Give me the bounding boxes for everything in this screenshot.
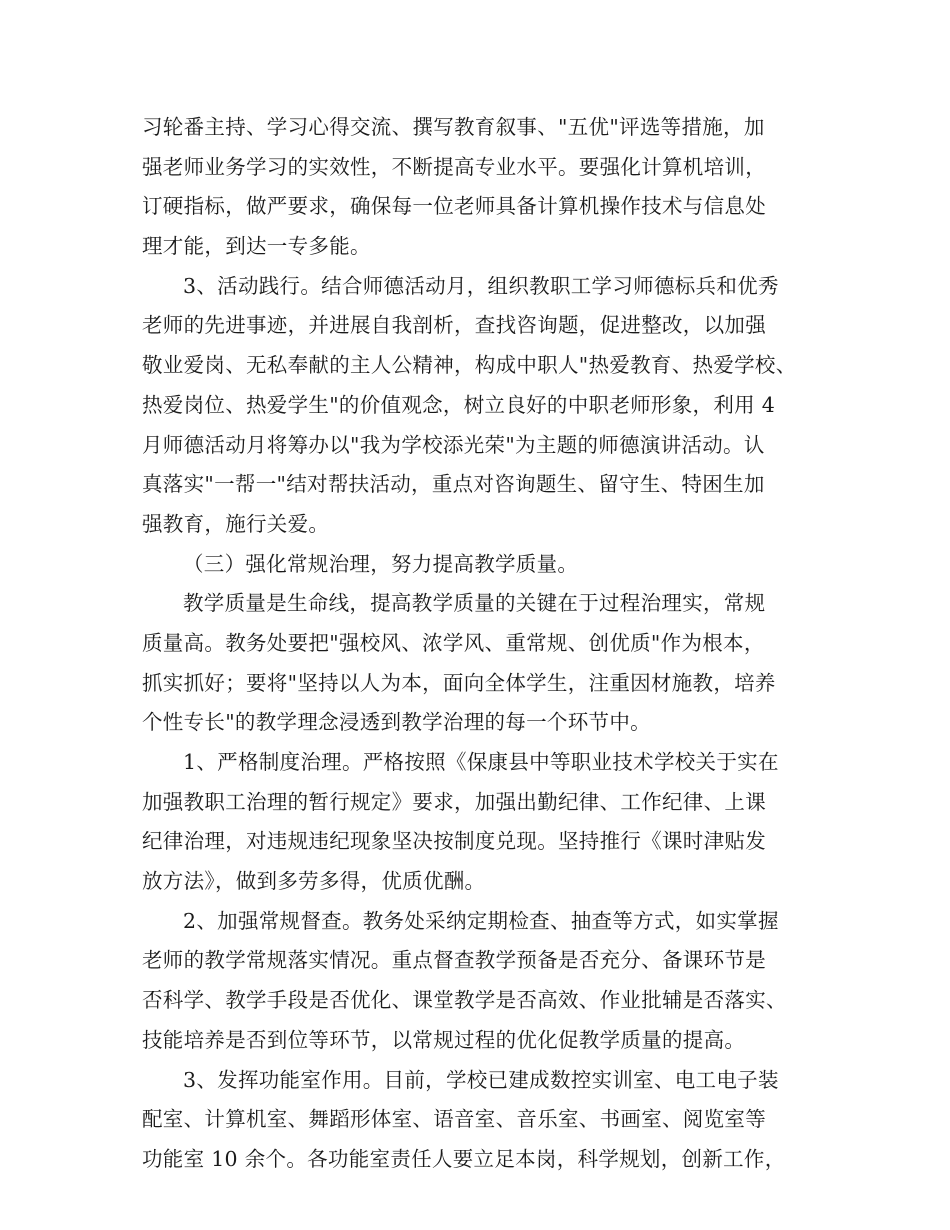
- text-line: 放方法》，做到多劳多得，优质优酬。: [142, 869, 486, 894]
- text-line: 订硬指标，做严要求，确保每一位老师具备计算机操作技术与信息处: [142, 194, 766, 219]
- text-line: 教学质量是生命线，提高教学质量的关键在于过程治理实，常规: [183, 591, 766, 616]
- text-line: 月师德活动月将筹办以"我为学校添光荣"为主题的师德演讲活动。认: [142, 432, 765, 457]
- text-line: 老师的教学常规落实情况。重点督查教学预备是否充分、备课环节是: [142, 948, 766, 973]
- text-line: 加强教职工治理的暂行规定》要求，加强出勤纪律、工作纪律、上课: [142, 789, 766, 814]
- text-line: 3、发挥功能室作用。目前，学校已建成数控实训室、电工电子装: [183, 1067, 779, 1092]
- text-line: （三）强化常规治理，努力提高教学质量。: [183, 551, 579, 576]
- text-line: 配室、计算机室、舞蹈形体室、语音室、音乐室、书画室、阅览室等: [142, 1107, 766, 1132]
- text-line: 真落实"一帮一"结对帮扶活动，重点对咨询题生、留守生、特困生加: [142, 472, 765, 497]
- text-line: 老师的先进事迹，并进展自我剖析，查找咨询题，促进整改，以加强: [142, 313, 766, 338]
- text-line: 3、活动践行。结合师德活动月，组织教职工学习师德标兵和优秀: [183, 273, 779, 298]
- text-line: 2、加强常规督查。教务处采纳定期检查、抽查等方式，如实掌握: [183, 908, 779, 933]
- text-line: 否科学、教学手段是否优化、课堂教学是否高效、作业批辅是否落实、: [142, 988, 787, 1013]
- text-line: 技能培养是否到位等环节，以常规过程的优化促教学质量的提高。: [142, 1027, 746, 1052]
- text-line: 纪律治理，对违规违纪现象坚决按制度兑现。坚持推行《课时津贴发: [142, 829, 766, 854]
- text-line: 功能室 10 余个。各功能室责任人要立足本岗，科学规划，创新工作，: [142, 1146, 786, 1171]
- text-line: 质量高。教务处要把"强校风、浓学风、重常规、创优质"作为根本，: [142, 630, 765, 655]
- text-line: 强教育，施行关爱。: [142, 511, 330, 536]
- text-line: 习轮番主持、学习心得交流、撰写教育叙事、"五优"评选等措施，加: [142, 115, 765, 139]
- text-line: 敬业爱岗、无私奉献的主人公精神，构成中职人"热爱教育、热爱学校、: [142, 353, 797, 378]
- text-line: 1、严格制度治理。严格按照《保康县中等职业技术学校关于实在: [183, 750, 779, 774]
- text-line: 强老师业务学习的实效性，不断提高专业水平。要强化计算机培训，: [142, 154, 766, 179]
- text-line: 抓实抓好；要将"坚持以人为本，面向全体学生，注重因材施教，培养: [142, 670, 776, 695]
- text-line: 个性专长"的教学理念浸透到教学治理的每一个环节中。: [142, 710, 651, 735]
- text-line: 热爱岗位、热爱学生"的价值观念，树立良好的中职老师形象，利用 4: [142, 392, 776, 417]
- body-text: [142, 108, 832, 1180]
- text-line: 理才能，到达一专多能。: [142, 234, 371, 259]
